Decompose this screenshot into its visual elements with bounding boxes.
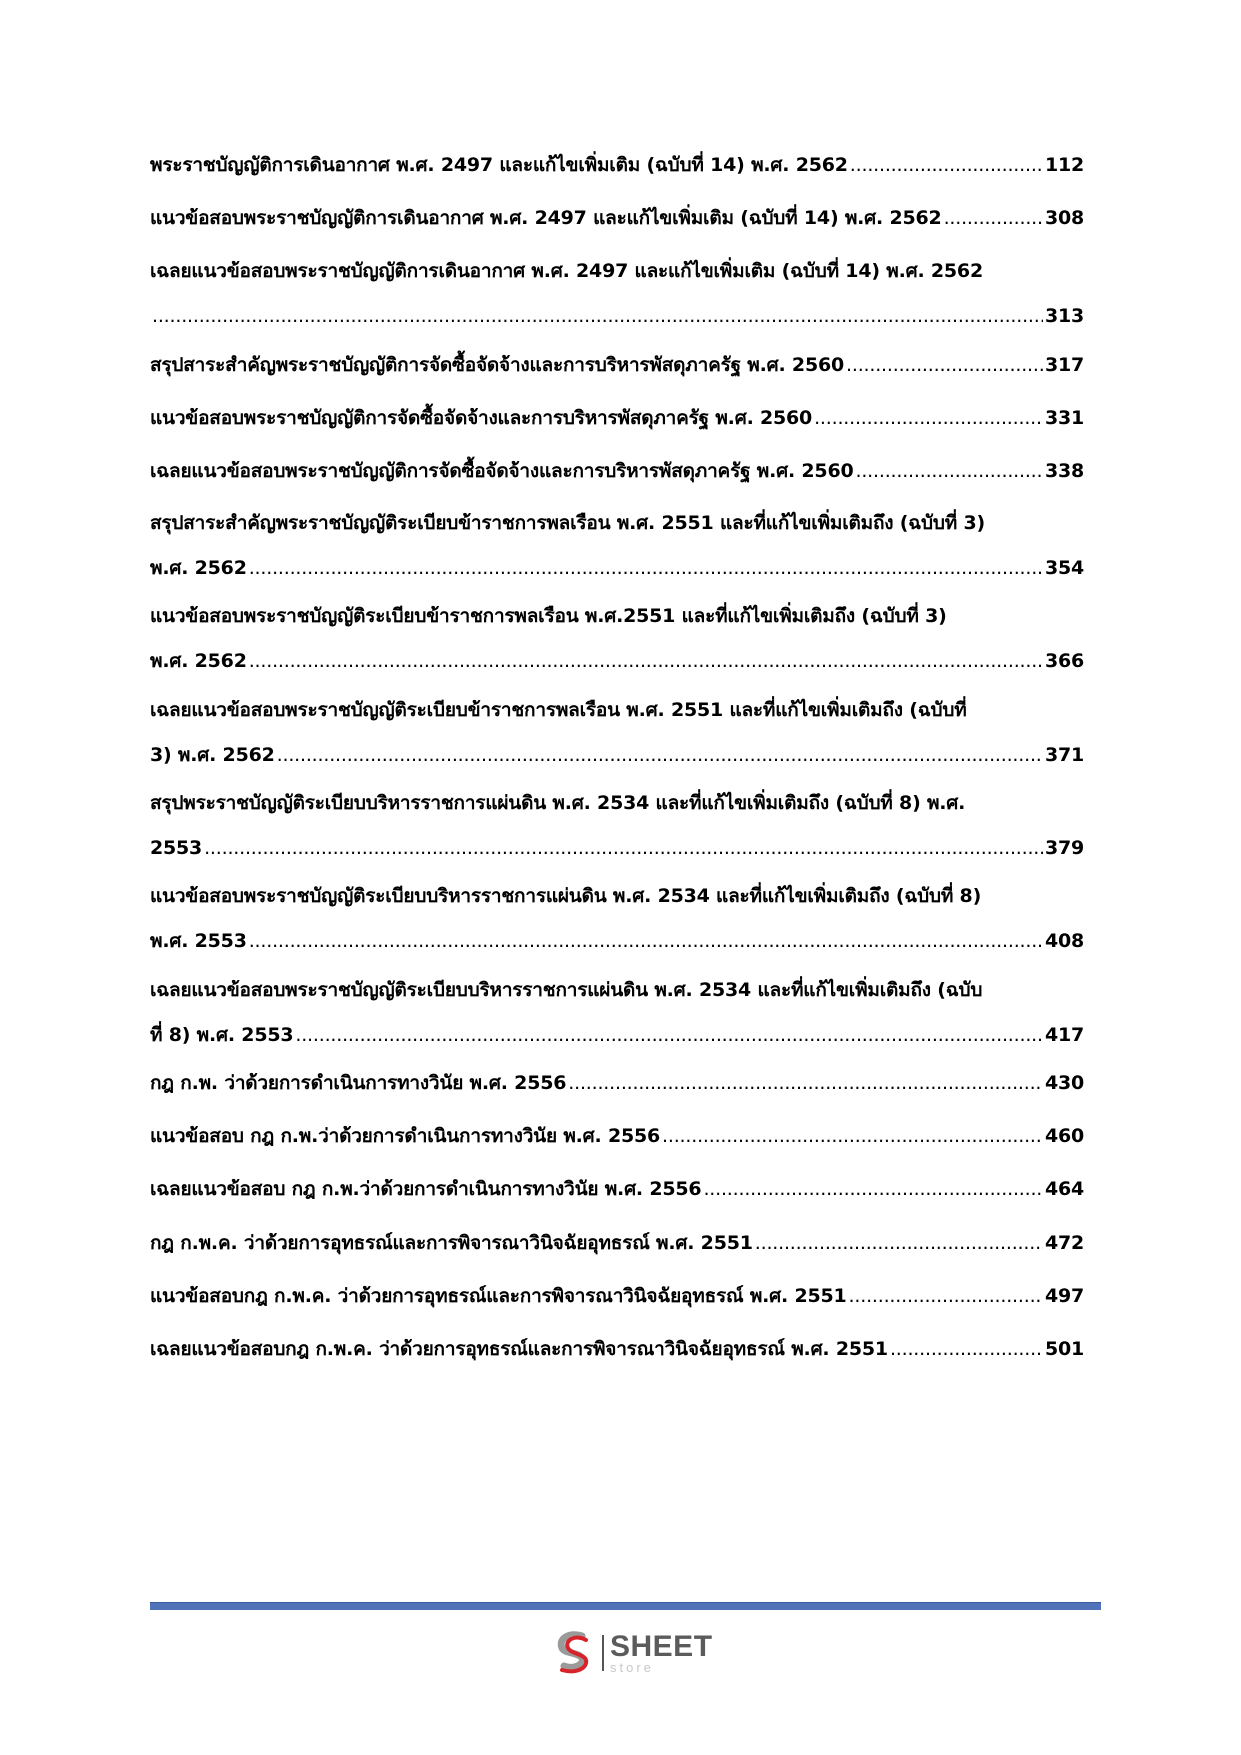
toc-page-number: 317 — [1044, 354, 1084, 376]
toc-entry[interactable] — [150, 1281, 1084, 1312]
toc-entry[interactable] — [150, 1068, 1084, 1099]
dot-leader — [944, 203, 1043, 234]
toc-page-number: 430 — [1044, 1072, 1084, 1094]
dot-leader — [662, 1121, 1043, 1152]
toc-entry-title-line: สรุปสาระสำคัญพระราชบัญญัติการจัดซื้อจัดจ้างและการบริหารพัสดุภาครัฐ พ.ศ. 2560 — [150, 354, 845, 376]
toc-page-number: 379 — [1044, 837, 1084, 859]
toc-entry[interactable] — [150, 150, 1084, 181]
toc-entry-title-line: แนวข้อสอบพระราชบัญญัติการเดินอากาศ พ.ศ. 2497 และแก้ไขเพิ่มเติม (ฉบับที่ 14) พ.ศ. 2562 — [150, 207, 942, 229]
toc-entry-title-line: เฉลยแนวข้อสอบพระราชบัญญัติการเดินอากาศ พ.ศ. 2497 และแก้ไขเพิ่มเติม (ฉบับที่ 14) พ.ศ. 2562 — [150, 260, 983, 282]
toc-entry-title-line: กฎ ก.พ. ว่าด้วยการดำเนินการทางวินัย พ.ศ. 2556 — [150, 1072, 567, 1094]
toc-entry-title-line: แนวข้อสอบ กฎ ก.พ.ว่าด้วยการดำเนินการทางวินัย พ.ศ. 2556 — [150, 1125, 661, 1147]
toc-entry-title-line: กฎ ก.พ.ค. ว่าด้วยการอุทธรณ์และการพิจารณาวินิจฉัยอุทธรณ์ พ.ศ. 2551 — [150, 1232, 753, 1254]
toc-entry-title-line: แนวข้อสอบกฎ ก.พ.ค. ว่าด้วยการอุทธรณ์และการพิจารณาวินิจฉัยอุทธรณ์ พ.ศ. 2551 — [150, 1285, 847, 1307]
toc-page-number: 472 — [1044, 1232, 1084, 1254]
toc-entry-title-line: สรุปสาระสำคัญพระราชบัญญัติระเบียบข้าราชการพลเรือน พ.ศ. 2551 และที่แก้ไขเพิ่มเติมถึง (ฉบับที่ 3) — [150, 512, 985, 534]
toc-entry[interactable] — [150, 881, 1084, 957]
toc-entry[interactable] — [150, 350, 1084, 381]
toc-entry[interactable] — [150, 508, 1084, 584]
dot-leader — [204, 833, 1043, 864]
toc-entry-title-line: สรุปพระราชบัญญัติระเบียบบริหารราชการแผ่นดิน พ.ศ. 2534 และที่แก้ไขเพิ่มเติมถึง (ฉบับที่ 8) พ.ศ. — [150, 792, 966, 814]
toc-entry[interactable] — [150, 695, 1084, 771]
toc-page-number: 460 — [1044, 1125, 1084, 1147]
toc-page-number: 408 — [1044, 930, 1084, 952]
dot-leader — [568, 1068, 1043, 1099]
toc-page-number: 497 — [1044, 1285, 1084, 1307]
toc-page-number: 371 — [1044, 744, 1084, 766]
toc-entry[interactable] — [150, 203, 1084, 234]
toc-entry-title-line: พ.ศ. 2553 — [150, 930, 247, 952]
toc-entry[interactable] — [150, 1334, 1084, 1365]
dot-leader — [755, 1228, 1043, 1259]
toc-entry-title-line: เฉลยแนวข้อสอบพระราชบัญญัติระเบียบบริหารราชการแผ่นดิน พ.ศ. 2534 และที่แก้ไขเพิ่มเติมถึง (ฉบับ — [150, 979, 983, 1001]
toc-page-number: 331 — [1044, 407, 1084, 429]
toc-entry-title-line: เฉลยแนวข้อสอบกฎ ก.พ.ค. ว่าด้วยการอุทธรณ์และการพิจารณาวินิจฉัยอุทธรณ์ พ.ศ. 2551 — [150, 1338, 888, 1360]
toc-entry-title-line: พ.ศ. 2562 — [150, 650, 247, 672]
dot-leader — [849, 1281, 1043, 1312]
dot-leader — [249, 926, 1043, 957]
toc-entry-title-line: พ.ศ. 2562 — [150, 557, 247, 579]
toc-entry-title-line: แนวข้อสอบพระราชบัญญัติระเบียบข้าราชการพลเรือน พ.ศ.2551 และที่แก้ไขเพิ่มเติมถึง (ฉบับที่ 3) — [150, 605, 947, 627]
toc-entry-title-line: 2553 — [150, 837, 203, 859]
dot-leader — [703, 1174, 1042, 1205]
toc-entry-title-line: ที่ 8) พ.ศ. 2553 — [150, 1024, 294, 1046]
dot-leader — [846, 350, 1043, 381]
s-logo-icon — [552, 1630, 596, 1676]
logo-main-text: SHEET — [610, 1630, 713, 1663]
dot-leader — [850, 150, 1043, 181]
toc-page-number: 338 — [1044, 460, 1084, 482]
toc-entry[interactable] — [150, 403, 1084, 434]
toc-entry-title-line: แนวข้อสอบพระราชบัญญัติการจัดซื้อจัดจ้างและการบริหารพัสดุภาครัฐ พ.ศ. 2560 — [150, 407, 813, 429]
toc-entry[interactable] — [150, 1121, 1084, 1152]
toc-entry[interactable] — [150, 1174, 1084, 1205]
toc-entry[interactable] — [150, 601, 1084, 677]
toc-page-number: 501 — [1044, 1338, 1084, 1360]
toc-page-number: 112 — [1044, 154, 1084, 176]
toc-page-number: 366 — [1044, 650, 1084, 672]
toc-entry-title-line: เฉลยแนวข้อสอบพระราชบัญญัติการจัดซื้อจัดจ้างและการบริหารพัสดุภาครัฐ พ.ศ. 2560 — [150, 460, 854, 482]
toc-entry-title-line: เฉลยแนวข้อสอบพระราชบัญญัติระเบียบข้าราชการพลเรือน พ.ศ. 2551 และที่แก้ไขเพิ่มเติมถึง (ฉบับที่ — [150, 699, 967, 721]
sheet-store-logo — [552, 1626, 722, 1680]
toc-page-number: 417 — [1044, 1024, 1084, 1046]
dot-leader — [814, 403, 1043, 434]
toc-entry-title-line: 3) พ.ศ. 2562 — [150, 744, 275, 766]
toc-entry-title-line: พระราชบัญญัติการเดินอากาศ พ.ศ. 2497 และแก้ไขเพิ่มเติม (ฉบับที่ 14) พ.ศ. 2562 — [150, 154, 848, 176]
dot-leader — [152, 301, 1043, 332]
toc-page-number: 354 — [1044, 557, 1084, 579]
dot-leader — [295, 1020, 1043, 1051]
dot-leader — [277, 740, 1043, 771]
toc-entry-title-line: เฉลยแนวข้อสอบ กฎ ก.พ.ว่าด้วยการดำเนินการทางวินัย พ.ศ. 2556 — [150, 1178, 702, 1200]
dot-leader — [856, 456, 1043, 487]
toc-page-number: 308 — [1044, 207, 1084, 229]
dot-leader — [249, 553, 1043, 584]
dot-leader — [890, 1334, 1043, 1365]
logo-separator — [602, 1635, 604, 1671]
toc-entry[interactable] — [150, 1228, 1084, 1259]
footer-rule — [150, 1602, 1101, 1610]
dot-leader — [249, 646, 1043, 677]
toc-entry[interactable] — [150, 975, 1084, 1051]
toc-entry[interactable] — [150, 256, 1084, 332]
toc-entry[interactable] — [150, 788, 1084, 864]
toc-entry-title-line: แนวข้อสอบพระราชบัญญัติระเบียบบริหารราชการแผ่นดิน พ.ศ. 2534 และที่แก้ไขเพิ่มเติมถึง (ฉบับที่ 8) — [150, 885, 982, 907]
logo-sub-text: store — [610, 1660, 654, 1675]
toc-page-number: 464 — [1044, 1178, 1084, 1200]
toc-entry[interactable] — [150, 456, 1084, 487]
toc-page-number: 313 — [1044, 305, 1084, 327]
